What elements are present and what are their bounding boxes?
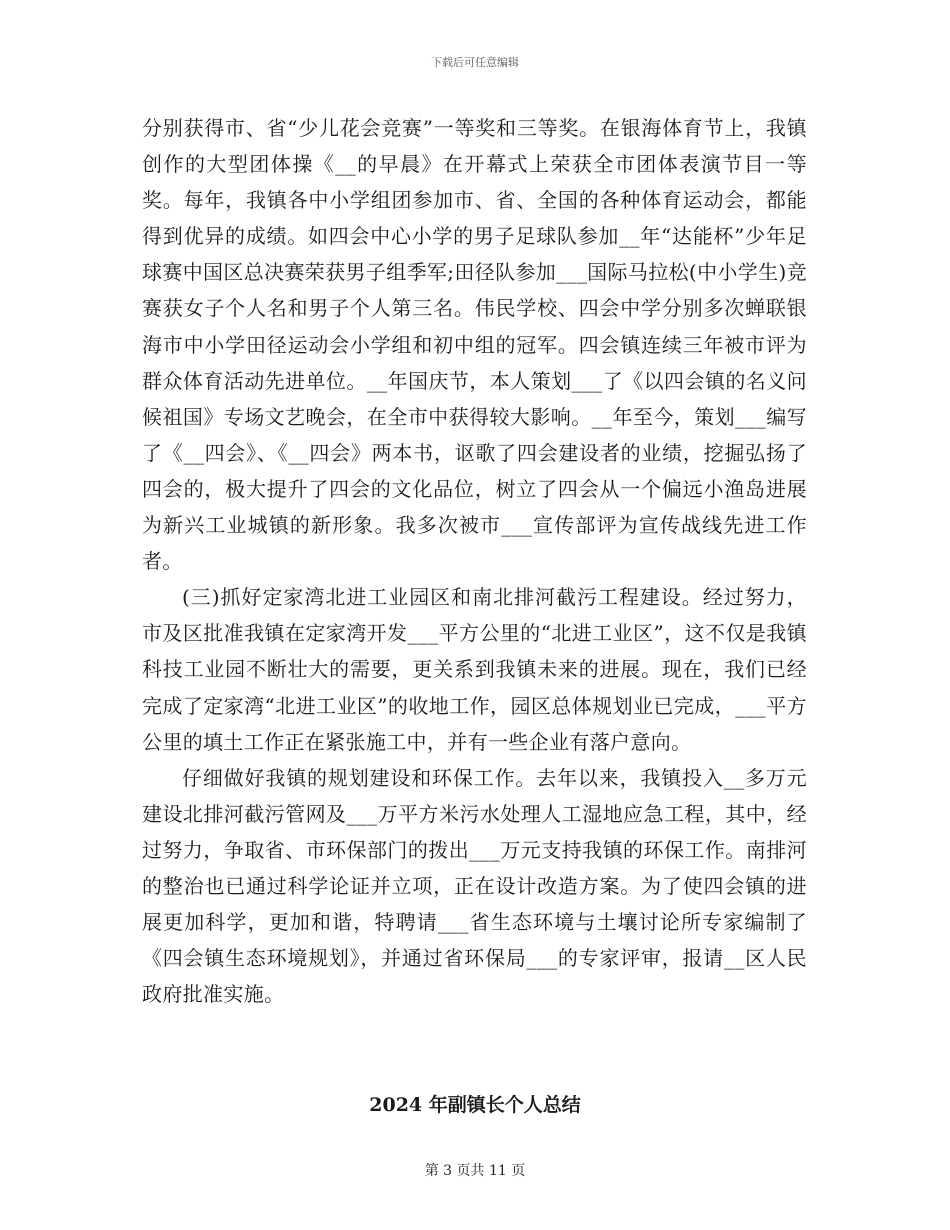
document-body <box>142 110 807 1012</box>
paragraph-2: (三)抓好定家湾北进工业园区和南北排河截污工程建设。经过努力，市及区批准我镇在定家湾开发___平方公里的“北进工业区”，这不仅是我镇科技工业园不断壮大的需要，更关系到我镇未来的进展。现在，我们已经完成了定家湾“北进工业区”的收地工作，园区总体规划业已完成，___平方公里的填土工作正在紧张施工中，并有一些企业有落户意向。 <box>142 585 807 754</box>
page-footer: 第 3 页共 11 页 <box>424 1163 526 1179</box>
paragraph-3: 仔细做好我镇的规划建设和环保工作。去年以来，我镇投入__多万元建设北排河截污管网及___万平方米污水处理人工湿地应急工程，其中，经过努力，争取省、市环保部门的拨出___万元支持我镇的环保工作。南排河的整治也已通过科学论证并立项，正在设计改造方案。为了使四会镇的进展更加科学，更加和谐，特聘请___省生态环境与土壤讨论所专家编制了《四会镇生态环境规划》，并通过省环保局___的专家评审，报请__区人民政府批准实施。 <box>142 765 807 1007</box>
page-header: 下载后可任意编辑 <box>431 56 519 69</box>
paragraph-1: 分别获得市、省“少儿花会竞赛”一等奖和三等奖。在银海体育节上，我镇创作的大型团体操《__的早晨》在开幕式上荣获全市团体表演节目一等奖。每年，我镇各中小学组团参加市、省、全国的各种体育运动会，都能得到优异的成绩。如四会中心小学的男子足球队参加__年“达能杯”少年足球赛中国区总决赛荣获男子组季军;田径队参加___国际马拉松(中小学生)竞赛获女子个人名和男子个人第三名。伟民学校、四会中学分别多次蝉联银海市中小学田径运动会小学组和初中组的冠军。四会镇连续三年被市评为群众体育活动先进单位。__年国庆节，本人策划___了《以四会镇的名义问候祖国》专场文艺晚会，在全市中获得较大影响。__年至今，策划___编写了《__四会》、《__四会》两本书，讴歌了四会建设者的业绩，挖掘弘扬了四会的，极大提升了四会的文化品位，树立了四会从一个偏远小渔岛进展为新兴工业城镇的新形象。我多次被市___宣传部评为宣传战线先进工作者。 <box>142 116 807 574</box>
section-title: 2024 年副镇长个人总结 <box>369 1094 581 1116</box>
